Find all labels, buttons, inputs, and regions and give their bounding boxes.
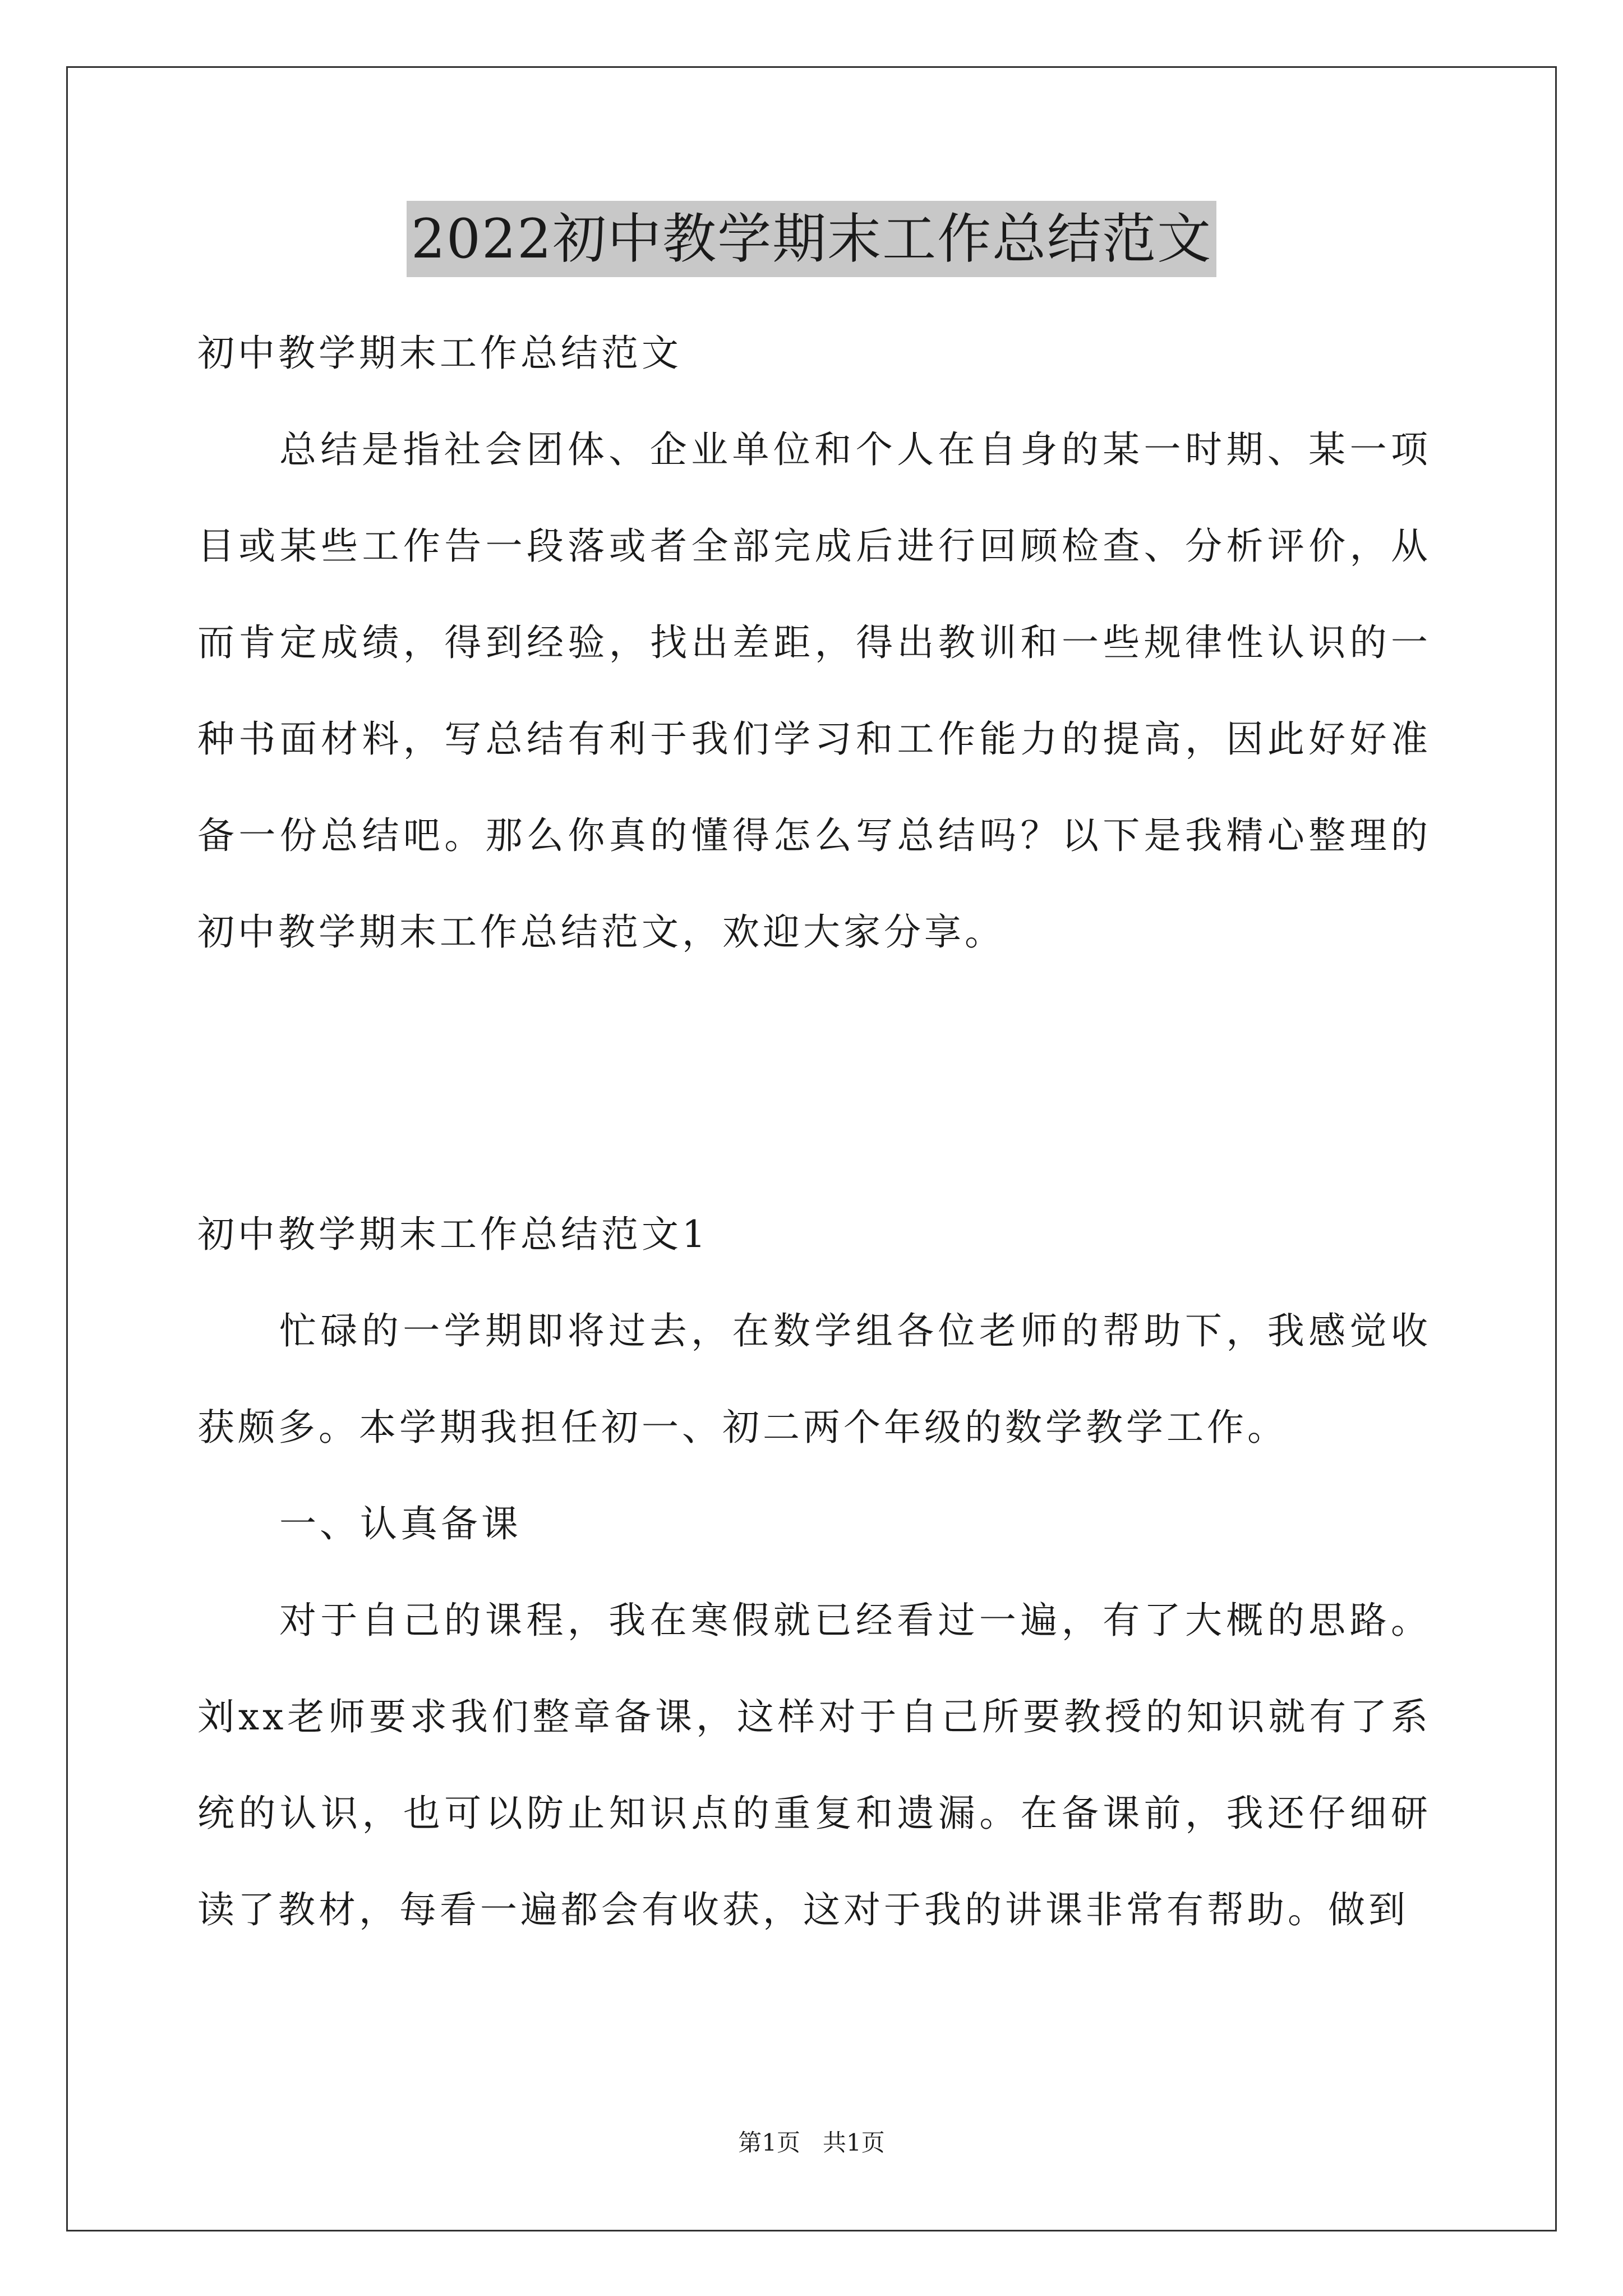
page-footer: 第1页 共1页	[738, 2129, 885, 2156]
document-title: 2022初中教学期末工作总结范文	[407, 201, 1216, 277]
section-heading: 初中教学期末工作总结范文1	[197, 1213, 709, 1256]
section-paragraph: 忙碌的一学期即将过去，在数学组各位老师的帮助下，我感觉收获颇多。本学期我担任初一、初二两个年级的数学教学工作。	[197, 1309, 1431, 1449]
intro-paragraph: 总结是指社会团体、企业单位和个人在自身的某一时期、某一项目或某些工作告一段落或者全部完成后进行回顾检查、分析评价，从而肯定成绩，得到经验，找出差距，得出教训和一些规律性认识的一种书面材料，写总结有利于我们学习和工作能力的提高，因此好好准备一份总结吧。那么你真的懂得怎么写总结吗？以下是我精心整理的初中教学期末工作总结范文，欢迎大家分享。	[197, 428, 1431, 954]
document-subtitle: 初中教学期末工作总结范文	[197, 332, 682, 375]
intro-section	[197, 305, 1431, 981]
item-paragraph: 对于自己的课程，我在寒假就已经看过一遍，有了大概的思路。刘xx老师要求我们整章备课，这样对于自己所要教授的知识就有了系统的认识，也可以防止知识点的重复和遗漏。在备课前，我还仔细研读了教材，每看一遍都会有收获，这对于我的讲课非常有帮助。做到	[197, 1599, 1431, 1931]
item-heading: 一、认真备课	[279, 1502, 522, 1545]
title-container	[0, 201, 1623, 277]
section-1	[197, 1186, 1431, 1958]
